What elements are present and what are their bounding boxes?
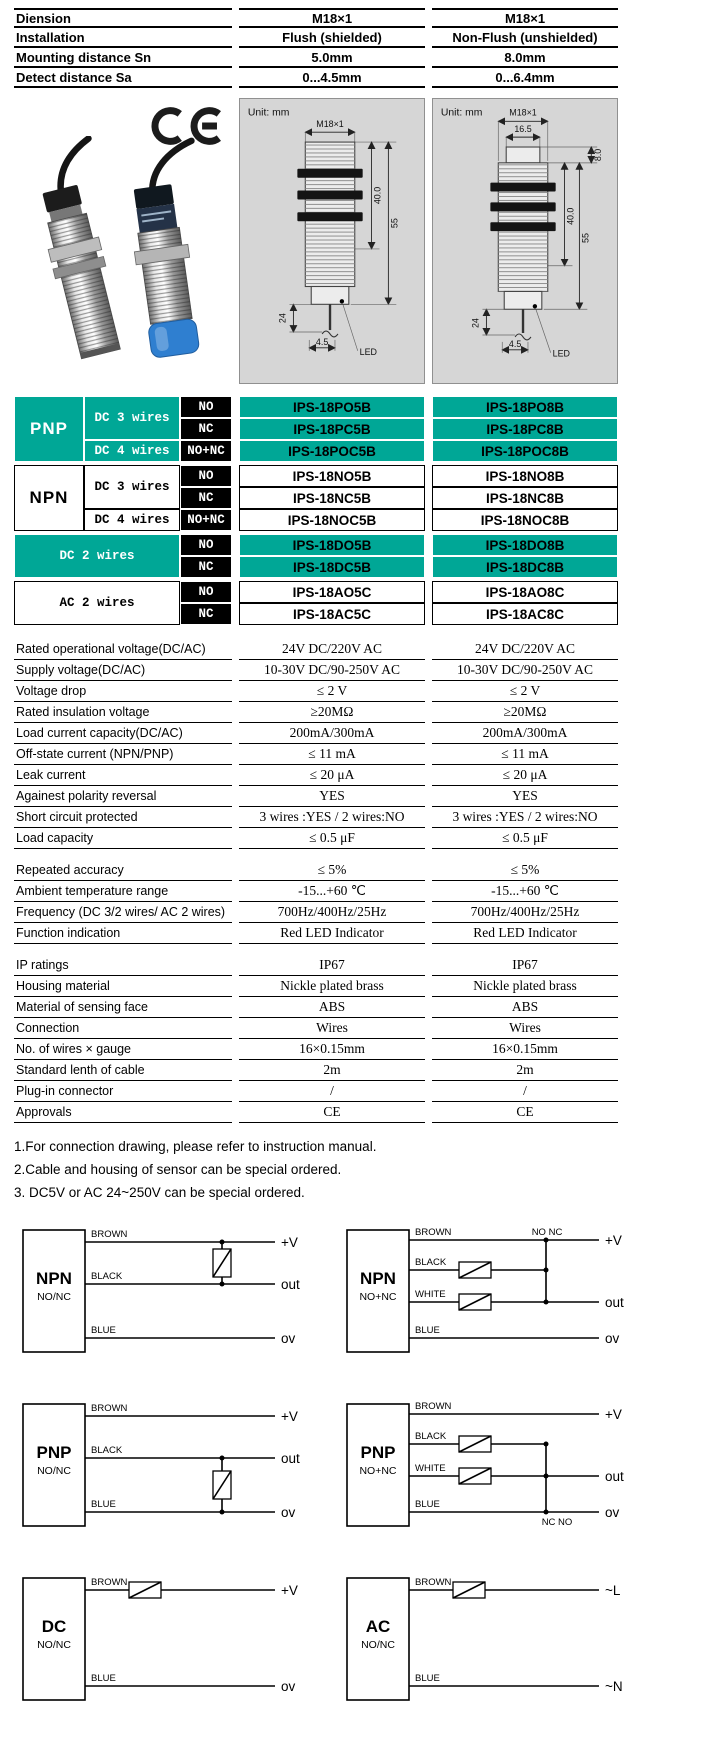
- wiring-diagram-pnp-no-nc: [340, 1388, 652, 1548]
- sensor-type: DC: [41, 1617, 67, 1636]
- terminal-ov: ov: [281, 1679, 296, 1694]
- header-label: Detect distance Sa: [14, 68, 232, 88]
- notes: [14, 1135, 704, 1204]
- sensor-output-mode: NO+NC: [359, 1291, 397, 1303]
- terminal-out: out: [605, 1469, 624, 1484]
- dim-cable: 24: [277, 313, 288, 324]
- spec-row: [14, 1060, 704, 1081]
- nonflush-dimension-svg: [433, 99, 617, 383]
- model-number-cell: IPS-18PC8B: [432, 418, 618, 440]
- sensor-output-mode: NO+NC: [359, 1465, 397, 1477]
- model-number-cell: IPS-18AC5C: [239, 603, 425, 625]
- spec-row: [14, 860, 704, 881]
- wire-label-brown: BROWN: [415, 1577, 452, 1588]
- spec-value: YES: [239, 786, 425, 807]
- spec-value: 24V DC/220V AC: [239, 639, 425, 660]
- no-nc-note: NO NC: [531, 1227, 563, 1238]
- spec-value: 10-30V DC/90-250V AC: [432, 660, 618, 681]
- header-value: Non-Flush (unshielded): [432, 28, 618, 48]
- spec-value: ≤ 2 V: [432, 681, 618, 702]
- spec-value: 10-30V DC/90-250V AC: [239, 660, 425, 681]
- header-value: Flush (shielded): [239, 28, 425, 48]
- spec-row: [14, 923, 704, 944]
- sensor-nonflush-photo: [120, 141, 221, 359]
- terminal-ov: ov: [281, 1331, 296, 1346]
- unshielded-tip: [506, 147, 540, 163]
- load-symbol: [459, 1262, 491, 1278]
- spec-label: Rated operational voltage(DC/AC): [14, 639, 232, 660]
- wiring-diagrams: [16, 1214, 704, 1722]
- model-group-cell: AC 2 wires: [14, 581, 180, 625]
- spec-value: 3 wires :YES / 2 wires:NO: [432, 807, 618, 828]
- spec-row: [14, 902, 704, 923]
- load-symbol: [459, 1436, 491, 1452]
- sensor-type: AC: [365, 1617, 391, 1636]
- terminal-out: out: [605, 1295, 624, 1310]
- terminal-ov: ov: [281, 1505, 296, 1520]
- spec-label: IP ratings: [14, 955, 232, 976]
- wire-label-brown: BROWN: [415, 1227, 452, 1238]
- header-label: Mounting distance Sn: [14, 48, 232, 68]
- spec-row: [14, 955, 704, 976]
- dimension-drawing-nonflush: [432, 98, 618, 384]
- spec-row: [14, 1102, 704, 1123]
- wire-label-blue: BLUE: [91, 1499, 116, 1510]
- model-number-cell: IPS-18AO8C: [432, 581, 618, 603]
- model-output-cell: NO: [180, 581, 232, 603]
- spec-table: [14, 639, 704, 1123]
- dim-cable: 24: [470, 318, 481, 329]
- unit-label: Unit: mm: [247, 107, 290, 119]
- terminal-plus-v: +V: [281, 1409, 298, 1424]
- spec-value: Wires: [239, 1018, 425, 1039]
- wire-label-black: BLACK: [415, 1431, 447, 1442]
- spec-value: -15...+60 ℃: [432, 881, 618, 902]
- model-number-cell: IPS-18NC8B: [432, 487, 618, 509]
- model-number-cell: IPS-18POC5B: [239, 440, 425, 462]
- spec-value: ≤ 0.5 μF: [432, 828, 618, 849]
- spec-label: Voltage drop: [14, 681, 232, 702]
- spec-label: Repeated accuracy: [14, 860, 232, 881]
- spec-label: No. of wires × gauge: [14, 1039, 232, 1060]
- spec-value: ABS: [239, 997, 425, 1018]
- sensor-outline: [297, 142, 362, 337]
- sensor-output-mode: NO/NC: [37, 1291, 71, 1303]
- spec-value: 16×0.15mm: [432, 1039, 618, 1060]
- terminal-ov: ov: [605, 1331, 620, 1346]
- header-value: M18×1: [432, 8, 618, 28]
- spec-value: -15...+60 ℃: [239, 881, 425, 902]
- wire-label-black: BLACK: [91, 1445, 123, 1456]
- model-number-cell: IPS-18PC5B: [239, 418, 425, 440]
- model-number-cell: IPS-18NOC5B: [239, 509, 425, 531]
- spec-row: [14, 1081, 704, 1102]
- wires: [85, 1582, 275, 1686]
- wire-label-black: BLACK: [415, 1257, 447, 1268]
- spec-row: [14, 681, 704, 702]
- dimension-drawing-flush: [239, 98, 425, 384]
- spec-row: [14, 639, 704, 660]
- model-section: [14, 581, 704, 625]
- spec-group: [14, 639, 704, 849]
- header-value: M18×1: [239, 8, 425, 28]
- model-section: [14, 465, 704, 531]
- spec-value: 2m: [239, 1060, 425, 1081]
- spec-row: [14, 976, 704, 997]
- model-number-cell: IPS-18NO8B: [432, 465, 618, 487]
- model-number-cell: IPS-18NO5B: [239, 465, 425, 487]
- spec-label: Connection: [14, 1018, 232, 1039]
- media-row: [14, 98, 704, 384]
- wiring-diagram-ac-2wire: [340, 1562, 652, 1722]
- dim-tip-width: 16.5: [514, 124, 532, 135]
- wiring-diagram-dc-2wire: [16, 1562, 328, 1722]
- spec-group: [14, 955, 704, 1123]
- header-row: [14, 48, 704, 68]
- spec-row: [14, 881, 704, 902]
- sensor-output-mode: NO/NC: [37, 1639, 71, 1651]
- spec-value: IP67: [239, 955, 425, 976]
- dim-tip-height: 8.0: [593, 148, 604, 162]
- spec-row: [14, 702, 704, 723]
- header-label: Diension: [14, 8, 232, 28]
- product-photo-area: [14, 98, 232, 384]
- product-photo: [14, 136, 229, 382]
- model-wires-cell: DC 3 wires: [84, 465, 180, 509]
- spec-value: /: [239, 1081, 425, 1102]
- header-row: [14, 68, 704, 88]
- spec-row: [14, 786, 704, 807]
- spec-row: [14, 765, 704, 786]
- model-number-cell: IPS-18DO8B: [432, 534, 618, 556]
- spec-value: Wires: [432, 1018, 618, 1039]
- model-number-cell: IPS-18PO5B: [239, 396, 425, 418]
- load-symbol: [213, 1471, 231, 1499]
- spec-value: ≤ 5%: [432, 860, 618, 881]
- spec-label: Material of sensing face: [14, 997, 232, 1018]
- terminal-ov: ov: [605, 1505, 620, 1520]
- spec-row: [14, 1018, 704, 1039]
- spec-value: ≤ 5%: [239, 860, 425, 881]
- spec-label: Leak current: [14, 765, 232, 786]
- model-number-cell: IPS-18DC8B: [432, 556, 618, 578]
- spec-row: [14, 807, 704, 828]
- header-value: 5.0mm: [239, 48, 425, 68]
- header-row: [14, 8, 704, 28]
- sensor-type: NPN: [36, 1269, 72, 1288]
- terminal-plus-v: +V: [605, 1407, 622, 1422]
- spec-value: 700Hz/400Hz/25Hz: [239, 902, 425, 923]
- spec-row: [14, 828, 704, 849]
- model-output-cell: NC: [180, 603, 232, 625]
- model-output-cell: NC: [180, 418, 232, 440]
- spec-value: 3 wires :YES / 2 wires:NO: [239, 807, 425, 828]
- spec-row: [14, 997, 704, 1018]
- wire-label-blue: BLUE: [415, 1673, 440, 1684]
- model-wires-cell: DC 4 wires: [84, 440, 180, 462]
- spec-value: CE: [432, 1102, 618, 1123]
- spec-value: 16×0.15mm: [239, 1039, 425, 1060]
- model-number-cell: IPS-18AO5C: [239, 581, 425, 603]
- spec-value: IP67: [432, 955, 618, 976]
- spec-row: [14, 723, 704, 744]
- blue-sensing-tip: [148, 318, 200, 358]
- spec-value: 200mA/300mA: [432, 723, 618, 744]
- wiring-diagram-pnp-nonc: [16, 1388, 328, 1548]
- model-number-cell: IPS-18NC5B: [239, 487, 425, 509]
- spec-value: ≤ 20 μA: [432, 765, 618, 786]
- wire-label-white: WHITE: [415, 1463, 446, 1474]
- model-output-cell: NO: [180, 396, 232, 418]
- load-symbol: [459, 1468, 491, 1484]
- model-output-cell: NO: [180, 465, 232, 487]
- spec-label: Housing material: [14, 976, 232, 997]
- model-output-cell: NO+NC: [180, 440, 232, 462]
- spec-value: ≥20MΩ: [239, 702, 425, 723]
- note-line: 2.Cable and housing of sensor can be special ordered.: [14, 1162, 342, 1177]
- spec-label: Short circuit protected: [14, 807, 232, 828]
- spec-value: Nickle plated brass: [432, 976, 618, 997]
- model-section: [14, 534, 704, 578]
- terminal-neutral: ~N: [605, 1679, 623, 1694]
- flush-dimension-svg: [240, 99, 424, 383]
- wires: [85, 1240, 275, 1339]
- spec-label: Ambient temperature range: [14, 881, 232, 902]
- nc-no-note: NC NO: [541, 1517, 573, 1528]
- model-group-cell: NPN: [14, 465, 84, 531]
- spec-label: Load capacity: [14, 828, 232, 849]
- terminal-out: out: [281, 1451, 300, 1466]
- spec-value: 200mA/300mA: [239, 723, 425, 744]
- model-number-cell: IPS-18DC5B: [239, 556, 425, 578]
- wires: [409, 1582, 599, 1686]
- spec-value: Red LED Indicator: [432, 923, 618, 944]
- led-label: LED: [552, 348, 570, 359]
- wire-label-white: WHITE: [415, 1289, 446, 1300]
- sensor-type: NPN: [360, 1269, 396, 1288]
- model-number-cell: IPS-18POC8B: [432, 440, 618, 462]
- spec-label: Againest polarity reversal: [14, 786, 232, 807]
- model-wires-cell: DC 3 wires: [84, 396, 180, 440]
- spec-label: Load current capacity(DC/AC): [14, 723, 232, 744]
- header-table: [14, 8, 704, 88]
- wiring-diagram-npn-no-nc: [340, 1214, 652, 1374]
- spec-label: Plug-in connector: [14, 1081, 232, 1102]
- spec-value: Nickle plated brass: [239, 976, 425, 997]
- spec-row: [14, 744, 704, 765]
- model-number-cell: IPS-18PO8B: [432, 396, 618, 418]
- model-number-cell: IPS-18NOC8B: [432, 509, 618, 531]
- load-symbol: [213, 1249, 231, 1277]
- load-symbol: [459, 1294, 491, 1310]
- dim-total-length: 55: [580, 233, 591, 243]
- terminal-line: ~L: [605, 1583, 621, 1598]
- spec-value: YES: [432, 786, 618, 807]
- wiring-diagram-npn-nonc: [16, 1214, 328, 1374]
- spec-label: Frequency (DC 3/2 wires/ AC 2 wires): [14, 902, 232, 923]
- unit-label: Unit: mm: [440, 107, 483, 119]
- spec-value: ≥20MΩ: [432, 702, 618, 723]
- sensor-type: PNP: [360, 1443, 396, 1462]
- model-number-cell: IPS-18DO5B: [239, 534, 425, 556]
- spec-label: Off-state current (NPN/PNP): [14, 744, 232, 765]
- dim-thread-length: 40.0: [372, 186, 383, 205]
- note-line: 1.For connection drawing, please refer to instruction manual.: [14, 1139, 377, 1154]
- model-group-cell: DC 2 wires: [14, 534, 180, 578]
- model-output-cell: NC: [180, 556, 232, 578]
- spec-label: Supply voltage(DC/AC): [14, 660, 232, 681]
- spec-group: [14, 860, 704, 944]
- model-section: [14, 396, 704, 462]
- model-output-cell: NO+NC: [180, 509, 232, 531]
- spec-value: ≤ 11 mA: [432, 744, 618, 765]
- model-group-cell: PNP: [14, 396, 84, 462]
- wire-label-brown: BROWN: [91, 1577, 128, 1588]
- wire-label-blue: BLUE: [415, 1499, 440, 1510]
- sensor-output-mode: NO/NC: [37, 1465, 71, 1477]
- spec-value: ≤ 2 V: [239, 681, 425, 702]
- spec-value: /: [432, 1081, 618, 1102]
- terminal-plus-v: +V: [281, 1583, 298, 1598]
- spec-value: ≤ 11 mA: [239, 744, 425, 765]
- dim-total-length: 55: [389, 218, 400, 229]
- spec-row: [14, 1039, 704, 1060]
- sensor-outline: [490, 147, 555, 340]
- spec-row: [14, 660, 704, 681]
- cable: [146, 141, 198, 193]
- spec-label: Standard lenth of cable: [14, 1060, 232, 1081]
- sensor-output-mode: NO/NC: [361, 1639, 395, 1651]
- model-table: [14, 396, 704, 625]
- thread-dim-label: M18×1: [509, 107, 537, 118]
- spec-value: ≤ 0.5 μF: [239, 828, 425, 849]
- header-value: 0...6.4mm: [432, 68, 618, 88]
- wire-label-brown: BROWN: [415, 1401, 452, 1412]
- wire-label-black: BLACK: [91, 1271, 123, 1282]
- spec-label: Function indication: [14, 923, 232, 944]
- load-symbol: [453, 1582, 485, 1598]
- wire-label-brown: BROWN: [91, 1229, 128, 1240]
- spec-value: 24V DC/220V AC: [432, 639, 618, 660]
- sensor-type: PNP: [36, 1443, 72, 1462]
- led-indicator: [533, 304, 537, 308]
- header-value: 0...4.5mm: [239, 68, 425, 88]
- terminal-out: out: [281, 1277, 300, 1292]
- spec-value: 700Hz/400Hz/25Hz: [432, 902, 618, 923]
- spec-value: ABS: [432, 997, 618, 1018]
- spec-value: CE: [239, 1102, 425, 1123]
- led-label: LED: [359, 346, 377, 357]
- note-line: 3. DC5V or AC 24~250V can be special ordered.: [14, 1185, 305, 1200]
- wire-label-blue: BLUE: [91, 1325, 116, 1336]
- spec-value: Red LED Indicator: [239, 923, 425, 944]
- sensor-flush-photo: [24, 139, 139, 361]
- header-row: [14, 28, 704, 48]
- model-wires-cell: DC 4 wires: [84, 509, 180, 531]
- terminal-plus-v: +V: [281, 1235, 298, 1250]
- dim-thread-length: 40.0: [565, 207, 576, 225]
- model-number-cell: IPS-18AC8C: [432, 603, 618, 625]
- thread-dim-label: M18×1: [316, 119, 344, 130]
- wires: [409, 1238, 599, 1339]
- dim-led-offset: 4.5: [508, 338, 522, 349]
- wire-label-brown: BROWN: [91, 1403, 128, 1414]
- spec-value: ≤ 20 μA: [239, 765, 425, 786]
- wire-label-blue: BLUE: [415, 1325, 440, 1336]
- wire-label-blue: BLUE: [91, 1673, 116, 1684]
- header-label: Installation: [14, 28, 232, 48]
- model-output-cell: NO: [180, 534, 232, 556]
- terminal-plus-v: +V: [605, 1233, 622, 1248]
- header-value: 8.0mm: [432, 48, 618, 68]
- load-symbol: [129, 1582, 161, 1598]
- spec-label: Rated insulation voltage: [14, 702, 232, 723]
- led-indicator: [340, 299, 344, 303]
- spec-value: 2m: [432, 1060, 618, 1081]
- dim-led-offset: 4.5: [315, 336, 329, 347]
- model-output-cell: NC: [180, 487, 232, 509]
- spec-label: Approvals: [14, 1102, 232, 1123]
